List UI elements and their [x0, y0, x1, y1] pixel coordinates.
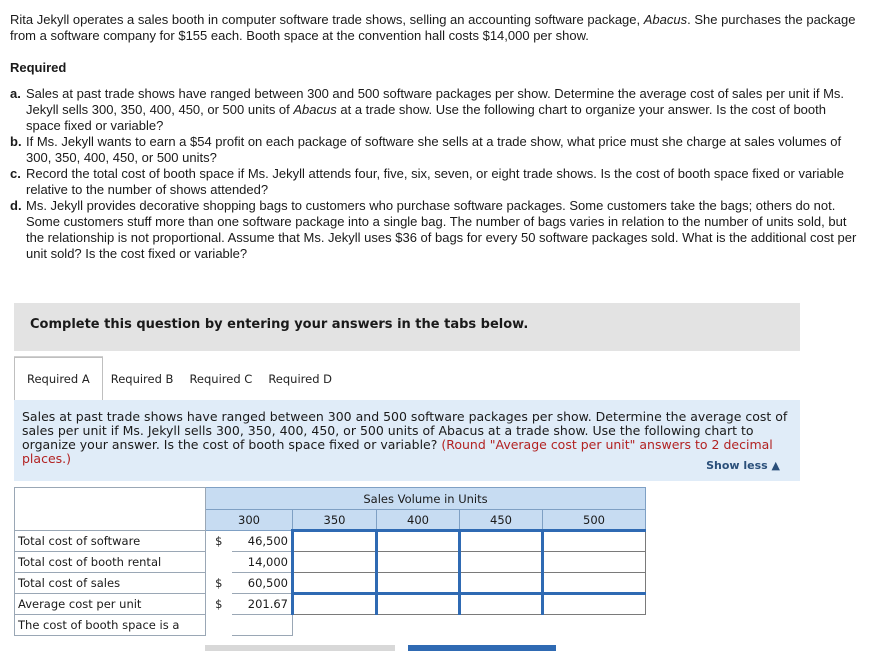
input-software-500[interactable]	[543, 531, 646, 552]
rounding-note: (Round "Average cost per unit" answers to 2 decimal places.)	[22, 437, 773, 466]
input-booth-450[interactable]	[460, 552, 543, 573]
value-cell: 201.67	[232, 594, 293, 615]
input-software-400[interactable]	[377, 531, 460, 552]
problem-statement	[10, 12, 860, 262]
table-row	[15, 573, 646, 594]
row-label: Total cost of sales	[15, 573, 206, 594]
table-row	[15, 594, 646, 615]
problem-intro: Rita Jekyll operates a sales booth in computer software trade shows, selling an accounting software package, Abacus. She purchases the package from a software company for $155 each. Booth space at the convention hall costs $14,000 per show.	[10, 12, 856, 43]
required-heading: Required	[10, 60, 67, 75]
input-booth-500[interactable]	[543, 552, 646, 573]
value-cell: 60,500	[232, 573, 293, 594]
tab-bar	[14, 357, 340, 400]
tab-required-b[interactable]: Required B	[110, 371, 174, 386]
dollar-sign	[206, 552, 232, 573]
tab-required-a[interactable]: Required A	[14, 357, 103, 400]
row-label: Total cost of software	[15, 531, 206, 552]
input-total-450[interactable]	[460, 573, 543, 594]
panel-question-text: Sales at past trade shows have ranged between 300 and 500 software packages per show. Determine the average cost of sales per unit if Ms. Jekyll sells 300, 350, 400, 450, or 500 units of Abacus at a trade show. Use the following chart to organize your answer. Is the cost of booth space fixed or variable?	[22, 409, 788, 452]
instructions-banner: Complete this question by entering your answers in the tabs below.	[14, 303, 800, 351]
volume-header-500: 500	[543, 510, 646, 531]
dollar-sign: $	[215, 534, 223, 549]
table-row	[15, 615, 646, 636]
row-label: Total cost of booth rental	[15, 552, 206, 573]
input-average-400[interactable]	[377, 594, 460, 615]
volume-header-400: 400	[377, 510, 460, 531]
question-a: a. Sales at past trade shows have ranged between 300 and 500 software packages per show. Determine the average cost of sales per unit if Ms. Jekyll sells 300, 350, 400, 450, or 500 units of Abacus at a trade show. Use the following chart to organize your answer. Is the cost of booth space fixed or variable?	[10, 86, 845, 133]
bottom-divider	[205, 645, 395, 651]
input-average-350[interactable]	[293, 594, 377, 615]
volume-header-300: 300	[206, 510, 293, 531]
show-less-link[interactable]: Show less ▲	[706, 459, 780, 472]
sales-volume-header: Sales Volume in Units	[206, 488, 646, 510]
volume-header-450: 450	[460, 510, 543, 531]
dollar-sign: $	[215, 576, 223, 590]
booth-space-dropdown[interactable]	[408, 645, 556, 651]
tab-required-c[interactable]: Required C	[189, 371, 253, 386]
input-booth-400[interactable]	[377, 552, 460, 573]
input-total-400[interactable]	[377, 573, 460, 594]
value-cell: 46,500	[232, 531, 293, 552]
tab-required-d[interactable]: Required D	[268, 371, 333, 386]
question-d: d. Ms. Jekyll provides decorative shopping bags to customers who purchase software packages. Some customers take the bags; others do not. Some customers stuff more than one software package into a single bag. The number of bags varies in relation to the number of units sold, but the relationship is not proportional. Assume that Ms. Jekyll uses $36 of bags for every 50 software packages sold. What is the additional cost per unit sold? Is the cost fixed or variable?	[10, 198, 857, 261]
input-software-450[interactable]	[460, 531, 543, 552]
input-total-500[interactable]	[543, 573, 646, 594]
question-c: c. Record the total cost of booth space if Ms. Jekyll attends four, five, six, seven, or eight trade shows. Is the cost of booth space fixed or variable relative to the number of shows attended?	[10, 166, 844, 197]
table-row	[15, 552, 646, 573]
tab-panel-required-a	[14, 400, 800, 481]
input-average-500[interactable]	[543, 594, 646, 615]
dollar-sign: $	[215, 597, 223, 611]
answer-table	[14, 487, 646, 636]
input-total-350[interactable]	[293, 573, 377, 594]
input-software-350[interactable]	[293, 531, 377, 552]
input-average-450[interactable]	[460, 594, 543, 615]
table-row	[15, 531, 646, 552]
volume-header-350: 350	[293, 510, 377, 531]
value-cell: 14,000	[232, 552, 293, 573]
row-label: The cost of booth space is a	[15, 615, 206, 636]
row-label: Average cost per unit	[15, 594, 206, 615]
input-booth-350[interactable]	[293, 552, 377, 573]
question-b: b. If Ms. Jekyll wants to earn a $54 profit on each package of software she sells at a trade show, what price must she charge at sales volumes of 300, 350, 400, 450, or 500 units?	[10, 134, 842, 165]
